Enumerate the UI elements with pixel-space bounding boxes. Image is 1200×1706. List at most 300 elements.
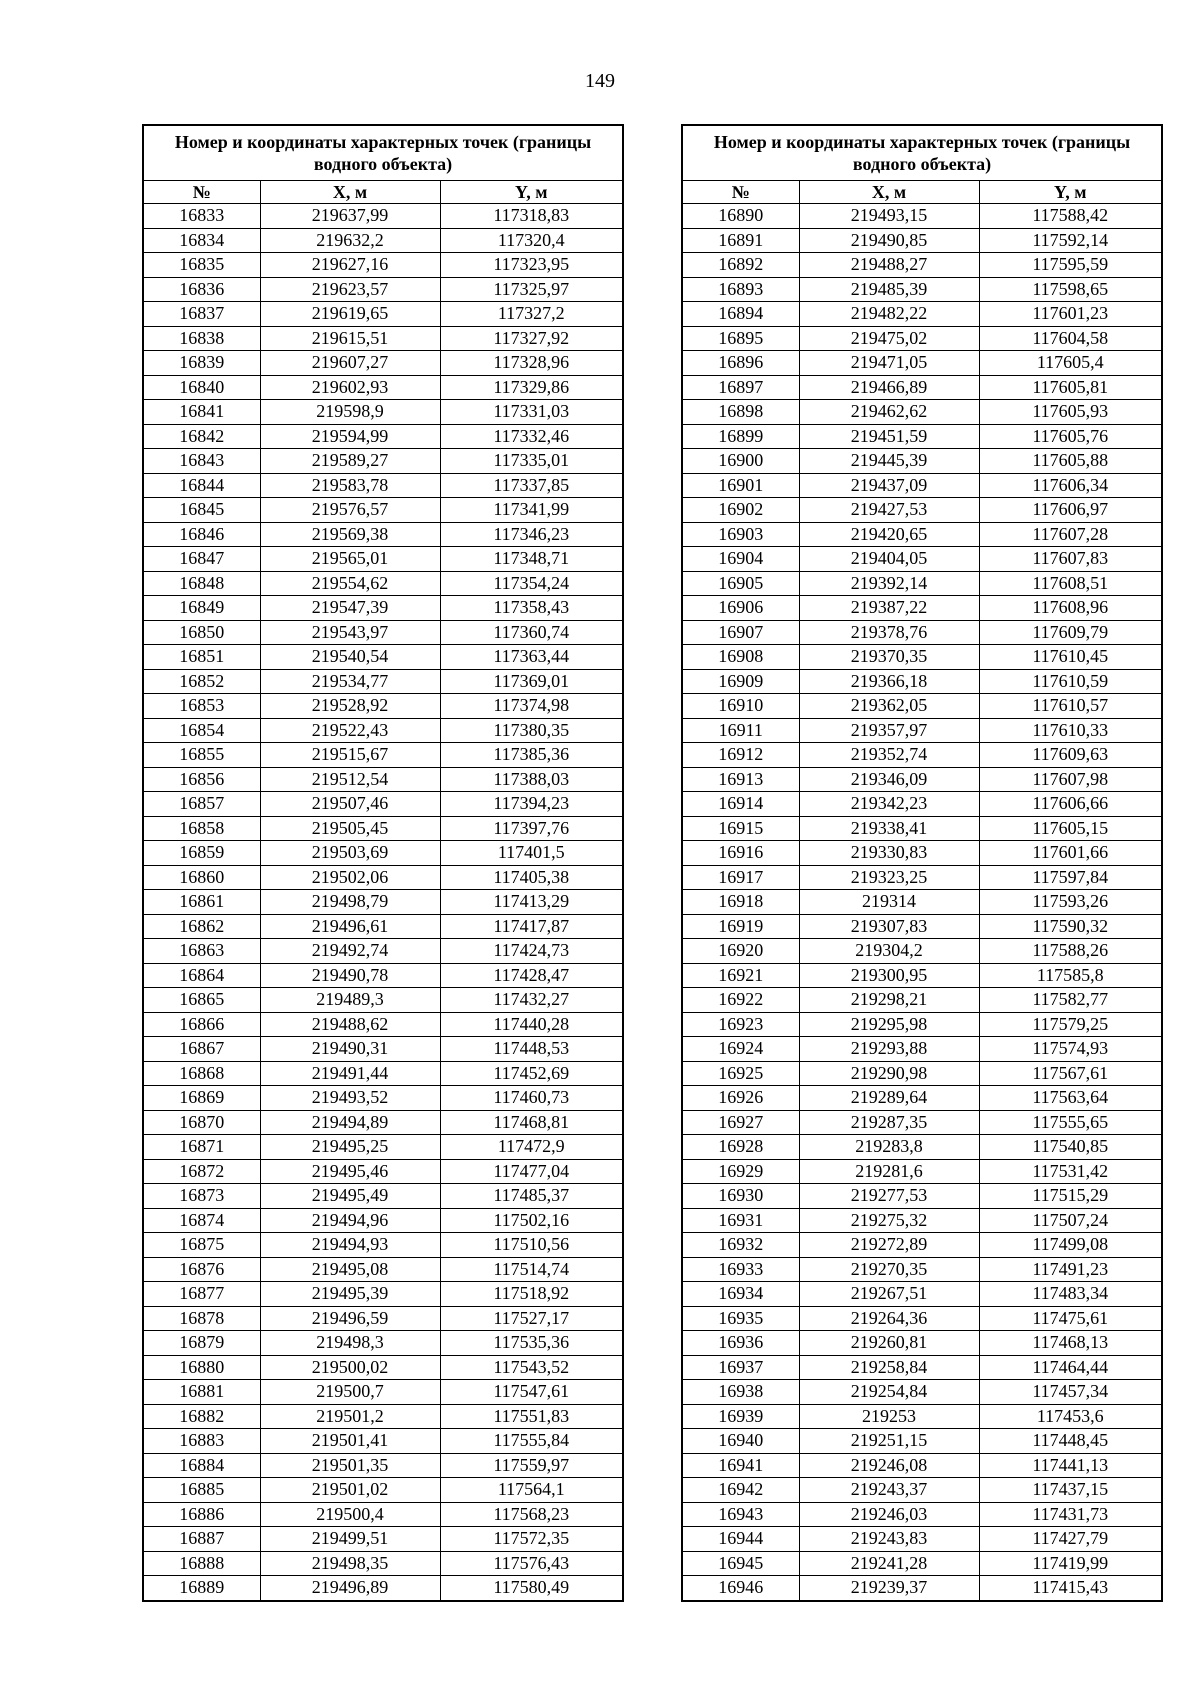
cell-number: 16884 [143,1453,260,1478]
cell-x: 219503,69 [260,841,440,866]
cell-number: 16932 [682,1233,799,1258]
cell-number: 16839 [143,351,260,376]
table-row [143,473,623,498]
cell-number: 16918 [682,890,799,915]
table-row [143,841,623,866]
cell-number: 16919 [682,914,799,939]
cell-number: 16901 [682,473,799,498]
table-row [143,228,623,253]
cell-x: 219489,3 [260,988,440,1013]
cell-x: 219493,52 [260,1086,440,1111]
cell-number: 16858 [143,816,260,841]
table-row [143,547,623,572]
cell-y: 117568,23 [440,1502,623,1527]
cell-y: 117332,46 [440,424,623,449]
table-row [143,326,623,351]
cell-y: 117337,85 [440,473,623,498]
cell-y: 117518,92 [440,1282,623,1307]
cell-y: 117608,51 [979,571,1162,596]
cell-number: 16867 [143,1037,260,1062]
cell-number: 16941 [682,1453,799,1478]
table-row [143,571,623,596]
cell-x: 219289,64 [799,1086,979,1111]
cell-number: 16860 [143,865,260,890]
table-row [143,351,623,376]
table-row [682,204,1162,229]
cell-number: 16862 [143,914,260,939]
cell-number: 16922 [682,988,799,1013]
cell-y: 117452,69 [440,1061,623,1086]
cell-x: 219569,38 [260,522,440,547]
table-row [143,1551,623,1576]
cell-x: 219540,54 [260,645,440,670]
table-row [143,914,623,939]
cell-x: 219488,27 [799,253,979,278]
cell-y: 117588,42 [979,204,1162,229]
table-row [682,1257,1162,1282]
cell-number: 16894 [682,302,799,327]
table-row [143,1184,623,1209]
table-row [682,669,1162,694]
cell-number: 16843 [143,449,260,474]
table-row [143,375,623,400]
cell-x: 219507,46 [260,792,440,817]
cell-number: 16890 [682,204,799,229]
table-row [682,963,1162,988]
table-row [143,1355,623,1380]
cell-x: 219277,53 [799,1184,979,1209]
cell-number: 16850 [143,620,260,645]
cell-number: 16857 [143,792,260,817]
cell-number: 16859 [143,841,260,866]
cell-x: 219515,67 [260,743,440,768]
table-row [143,718,623,743]
cell-number: 16924 [682,1037,799,1062]
cell-x: 219494,96 [260,1208,440,1233]
table-row [682,253,1162,278]
cell-number: 16946 [682,1576,799,1601]
table-row [682,547,1162,572]
column-header-x: X, м [799,181,979,204]
cell-y: 117510,56 [440,1233,623,1258]
cell-y: 117483,34 [979,1282,1162,1307]
table-row [143,1061,623,1086]
cell-y: 117555,84 [440,1429,623,1454]
cell-x: 219451,59 [799,424,979,449]
cell-x: 219307,83 [799,914,979,939]
cell-number: 16934 [682,1282,799,1307]
cell-number: 16854 [143,718,260,743]
table-row [143,792,623,817]
table-row [682,1110,1162,1135]
cell-x: 219482,22 [799,302,979,327]
table-row [143,449,623,474]
cell-y: 117598,65 [979,277,1162,302]
cell-y: 117485,37 [440,1184,623,1209]
cell-y: 117610,33 [979,718,1162,743]
table-row [143,277,623,302]
column-header-number: № [143,181,260,204]
table-row [682,1037,1162,1062]
cell-y: 117424,73 [440,939,623,964]
table-row [143,1331,623,1356]
cell-number: 16847 [143,547,260,572]
column-header-x: X, м [260,181,440,204]
cell-y: 117606,97 [979,498,1162,523]
cell-number: 16908 [682,645,799,670]
cell-y: 117535,36 [440,1331,623,1356]
cell-y: 117453,6 [979,1404,1162,1429]
cell-number: 16892 [682,253,799,278]
cell-y: 117327,2 [440,302,623,327]
cell-number: 16929 [682,1159,799,1184]
table-row [143,1576,623,1601]
cell-x: 219254,84 [799,1380,979,1405]
table-row [143,1110,623,1135]
cell-number: 16923 [682,1012,799,1037]
cell-number: 16840 [143,375,260,400]
table-row [682,277,1162,302]
cell-y: 117491,23 [979,1257,1162,1282]
cell-number: 16881 [143,1380,260,1405]
cell-y: 117551,83 [440,1404,623,1429]
cell-y: 117327,92 [440,326,623,351]
table-row [682,694,1162,719]
cell-y: 117559,97 [440,1453,623,1478]
table-row [682,424,1162,449]
cell-number: 16841 [143,400,260,425]
cell-y: 117348,71 [440,547,623,572]
table-row [682,473,1162,498]
table-row [682,1061,1162,1086]
cell-x: 219496,59 [260,1306,440,1331]
cell-y: 117543,52 [440,1355,623,1380]
table-row [682,351,1162,376]
cell-number: 16911 [682,718,799,743]
cell-y: 117475,61 [979,1306,1162,1331]
cell-number: 16866 [143,1012,260,1037]
cell-x: 219362,05 [799,694,979,719]
cell-x: 219338,41 [799,816,979,841]
cell-y: 117397,76 [440,816,623,841]
cell-x: 219300,95 [799,963,979,988]
cell-number: 16914 [682,792,799,817]
cell-y: 117585,8 [979,963,1162,988]
cell-x: 219267,51 [799,1282,979,1307]
cell-number: 16935 [682,1306,799,1331]
cell-x: 219495,39 [260,1282,440,1307]
cell-y: 117576,43 [440,1551,623,1576]
cell-y: 117605,15 [979,816,1162,841]
table-row [143,1159,623,1184]
cell-y: 117609,79 [979,620,1162,645]
cell-number: 16833 [143,204,260,229]
cell-number: 16909 [682,669,799,694]
cell-y: 117606,34 [979,473,1162,498]
table-row [682,1135,1162,1160]
cell-x: 219378,76 [799,620,979,645]
cell-x: 219627,16 [260,253,440,278]
cell-x: 219602,93 [260,375,440,400]
cell-number: 16930 [682,1184,799,1209]
cell-y: 117468,81 [440,1110,623,1135]
cell-x: 219342,23 [799,792,979,817]
cell-x: 219243,83 [799,1527,979,1552]
cell-number: 16886 [143,1502,260,1527]
cell-number: 16849 [143,596,260,621]
cell-number: 16875 [143,1233,260,1258]
cell-x: 219494,93 [260,1233,440,1258]
cell-y: 117608,96 [979,596,1162,621]
cell-y: 117415,43 [979,1576,1162,1601]
cell-x: 219615,51 [260,326,440,351]
cell-x: 219488,62 [260,1012,440,1037]
cell-y: 117427,79 [979,1527,1162,1552]
table-row [682,1306,1162,1331]
table-row [143,816,623,841]
cell-x: 219370,35 [799,645,979,670]
cell-number: 16907 [682,620,799,645]
cell-number: 16899 [682,424,799,449]
cell-x: 219632,2 [260,228,440,253]
cell-y: 117604,58 [979,326,1162,351]
coordinates-table-right [681,124,1163,1602]
cell-number: 16940 [682,1429,799,1454]
cell-y: 117335,01 [440,449,623,474]
table-title: Номер и координаты характерных точек (границы водного объекта) [682,125,1162,181]
cell-y: 117499,08 [979,1233,1162,1258]
cell-y: 117610,57 [979,694,1162,719]
cell-number: 16891 [682,228,799,253]
cell-number: 16836 [143,277,260,302]
cell-x: 219499,51 [260,1527,440,1552]
cell-x: 219598,9 [260,400,440,425]
table-row [143,743,623,768]
table-row [143,302,623,327]
table-row [682,571,1162,596]
cell-y: 117527,17 [440,1306,623,1331]
cell-number: 16878 [143,1306,260,1331]
cell-number: 16865 [143,988,260,1013]
table-row [682,890,1162,915]
cell-y: 117472,9 [440,1135,623,1160]
cell-y: 117464,44 [979,1355,1162,1380]
cell-number: 16868 [143,1061,260,1086]
table-row [143,204,623,229]
cell-y: 117567,61 [979,1061,1162,1086]
cell-number: 16882 [143,1404,260,1429]
cell-x: 219501,41 [260,1429,440,1454]
cell-x: 219290,98 [799,1061,979,1086]
table-row [143,253,623,278]
table-row [143,1429,623,1454]
cell-y: 117574,93 [979,1037,1162,1062]
cell-y: 117413,29 [440,890,623,915]
cell-x: 219490,85 [799,228,979,253]
cell-number: 16855 [143,743,260,768]
table-row [143,1282,623,1307]
cell-number: 16853 [143,694,260,719]
cell-number: 16944 [682,1527,799,1552]
cell-y: 117610,45 [979,645,1162,670]
cell-y: 117346,23 [440,522,623,547]
cell-y: 117605,81 [979,375,1162,400]
cell-x: 219357,97 [799,718,979,743]
cell-y: 117318,83 [440,204,623,229]
cell-y: 117605,88 [979,449,1162,474]
table-row [682,792,1162,817]
table-body [682,204,1162,1601]
cell-y: 117605,76 [979,424,1162,449]
cell-y: 117605,4 [979,351,1162,376]
cell-number: 16925 [682,1061,799,1086]
cell-y: 117547,61 [440,1380,623,1405]
cell-x: 219330,83 [799,841,979,866]
page-number: 149 [585,70,615,92]
table-row [143,1453,623,1478]
cell-y: 117360,74 [440,620,623,645]
cell-number: 16845 [143,498,260,523]
cell-x: 219490,31 [260,1037,440,1062]
cell-x: 219501,2 [260,1404,440,1429]
cell-number: 16851 [143,645,260,670]
table-row [682,326,1162,351]
table-row [143,1502,623,1527]
cell-x: 219272,89 [799,1233,979,1258]
cell-y: 117588,26 [979,939,1162,964]
cell-number: 16873 [143,1184,260,1209]
cell-x: 219243,37 [799,1478,979,1503]
cell-number: 16917 [682,865,799,890]
table-row [682,1282,1162,1307]
cell-y: 117555,65 [979,1110,1162,1135]
cell-number: 16927 [682,1110,799,1135]
cell-y: 117385,36 [440,743,623,768]
table-title: Номер и координаты характерных точек (границы водного объекта) [143,125,623,181]
cell-number: 16943 [682,1502,799,1527]
cell-y: 117331,03 [440,400,623,425]
cell-number: 16848 [143,571,260,596]
table-row [682,1404,1162,1429]
cell-y: 117507,24 [979,1208,1162,1233]
cell-x: 219494,89 [260,1110,440,1135]
table-row [143,767,623,792]
table-row [682,1429,1162,1454]
table-row [143,498,623,523]
table-row [682,939,1162,964]
cell-x: 219502,06 [260,865,440,890]
table-body [143,204,623,1601]
cell-number: 16898 [682,400,799,425]
table-row [682,228,1162,253]
cell-x: 219392,14 [799,571,979,596]
cell-x: 219623,57 [260,277,440,302]
cell-x: 219496,61 [260,914,440,939]
table-row [682,767,1162,792]
table-row [682,375,1162,400]
table-row [682,302,1162,327]
cell-y: 117441,13 [979,1453,1162,1478]
table-row [682,1527,1162,1552]
cell-y: 117448,45 [979,1429,1162,1454]
table-row [682,400,1162,425]
cell-y: 117595,59 [979,253,1162,278]
cell-x: 219496,89 [260,1576,440,1601]
cell-x: 219304,2 [799,939,979,964]
table-row [143,1306,623,1331]
cell-number: 16895 [682,326,799,351]
cell-x: 219565,01 [260,547,440,572]
cell-y: 117592,14 [979,228,1162,253]
cell-x: 219493,15 [799,204,979,229]
cell-x: 219505,45 [260,816,440,841]
cell-number: 16842 [143,424,260,449]
cell-number: 16869 [143,1086,260,1111]
cell-y: 117580,49 [440,1576,623,1601]
cell-x: 219495,49 [260,1184,440,1209]
cell-number: 16915 [682,816,799,841]
table-row [682,1478,1162,1503]
cell-x: 219512,54 [260,767,440,792]
cell-x: 219258,84 [799,1355,979,1380]
cell-x: 219589,27 [260,449,440,474]
cell-y: 117610,59 [979,669,1162,694]
cell-y: 117607,83 [979,547,1162,572]
cell-x: 219352,74 [799,743,979,768]
cell-x: 219498,79 [260,890,440,915]
cell-number: 16887 [143,1527,260,1552]
table-row [682,865,1162,890]
table-row [143,694,623,719]
table-row [143,620,623,645]
cell-y: 117432,27 [440,988,623,1013]
column-header-y: Y, м [979,181,1162,204]
table-row [143,988,623,1013]
cell-y: 117428,47 [440,963,623,988]
table-row [682,498,1162,523]
cell-x: 219295,98 [799,1012,979,1037]
cell-x: 219547,39 [260,596,440,621]
cell-y: 117607,28 [979,522,1162,547]
table-row [682,1576,1162,1601]
cell-y: 117341,99 [440,498,623,523]
cell-x: 219583,78 [260,473,440,498]
cell-x: 219491,44 [260,1061,440,1086]
table-row [682,1233,1162,1258]
cell-y: 117564,1 [440,1478,623,1503]
cell-x: 219607,27 [260,351,440,376]
cell-number: 16880 [143,1355,260,1380]
table-row [143,1478,623,1503]
cell-number: 16838 [143,326,260,351]
cell-y: 117419,99 [979,1551,1162,1576]
cell-y: 117401,5 [440,841,623,866]
cell-y: 117468,13 [979,1331,1162,1356]
table-row [682,1502,1162,1527]
cell-x: 219445,39 [799,449,979,474]
cell-number: 16938 [682,1380,799,1405]
table-row [682,841,1162,866]
cell-number: 16852 [143,669,260,694]
cell-number: 16846 [143,522,260,547]
cell-number: 16889 [143,1576,260,1601]
cell-x: 219366,18 [799,669,979,694]
cell-number: 16885 [143,1478,260,1503]
table-row [682,914,1162,939]
cell-y: 117502,16 [440,1208,623,1233]
table-row [682,1086,1162,1111]
table-row [682,1331,1162,1356]
